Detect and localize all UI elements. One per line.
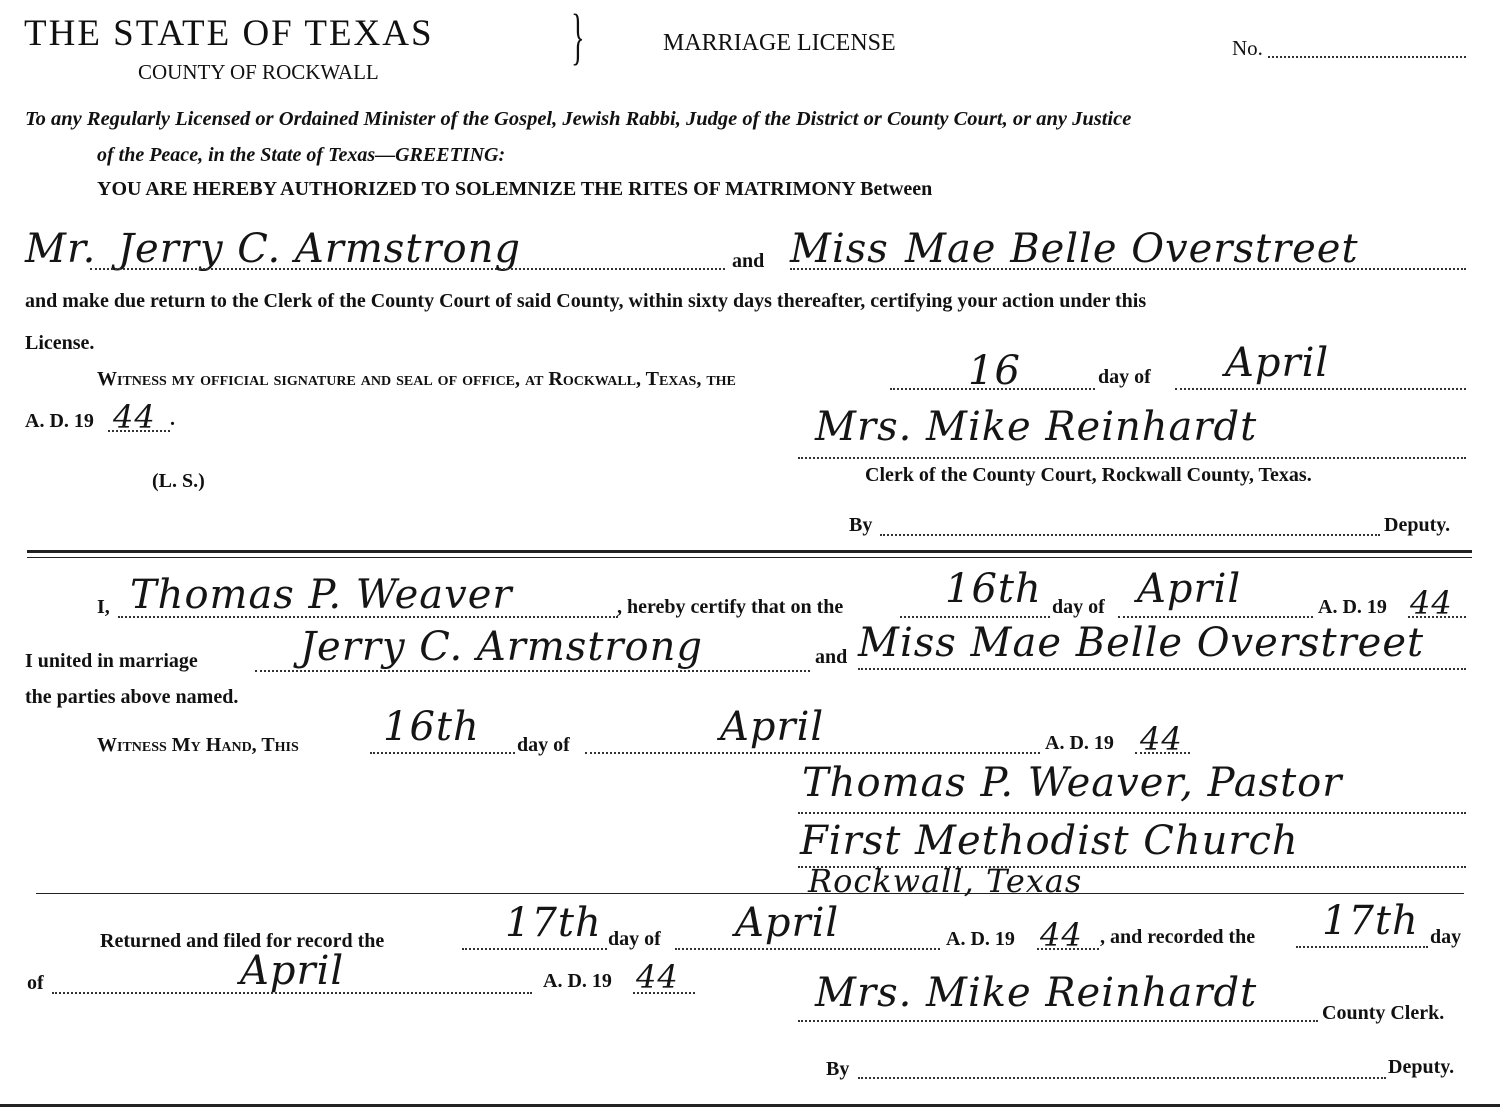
married-groom: Jerry C. Armstrong [300, 624, 703, 670]
church-location: Rockwall, Texas [808, 862, 1083, 900]
license-by-label: By [849, 514, 873, 536]
certificate-i: I, [97, 596, 110, 618]
church-name: First Methodist Church [800, 818, 1299, 864]
witness-day-line [370, 752, 515, 754]
return-instruction: and make due return to the Clerk of the County Court of said County, within sixty days thereafter, certifying your action under this [25, 290, 1147, 312]
authorization-statement: YOU ARE HEREBY AUTHORIZED TO SOLEMNIZE THE RITES OF MATRIMONY [97, 178, 856, 200]
filed-ad-label: A. D. 19 [946, 928, 1015, 950]
license-ad-end: . [170, 408, 175, 430]
license-year: 44 [113, 398, 156, 436]
filed-statement: Returned and filed for record the [100, 930, 385, 952]
between-word: Between [860, 178, 933, 200]
filed-year: 44 [1040, 916, 1083, 954]
ceremony-day-line [900, 616, 1050, 618]
recorded-month-line [52, 992, 532, 994]
license-word: License. [25, 332, 95, 354]
recorded-year-line [633, 992, 695, 994]
clerk-title: Clerk of the County Court, Rockwall County, Texas. [865, 464, 1312, 486]
ceremony-year: 44 [1410, 584, 1453, 622]
license-year-line [108, 430, 170, 432]
witness-statement: Witness my official signature and seal of office, at Rockwall, Texas, the [97, 368, 736, 390]
recorded-year: 44 [636, 958, 679, 996]
state-heading: THE STATE OF TEXAS [24, 13, 434, 54]
witness-month-line [585, 752, 1040, 754]
county-heading: COUNTY OF ROCKWALL [138, 60, 379, 84]
witness-day: 16th [383, 704, 480, 750]
bottom-border [0, 1104, 1500, 1107]
witness-ad-label: A. D. 19 [1045, 732, 1114, 754]
recorded-day: 17th [1322, 898, 1419, 944]
recorded-ad-label: A. D. 19 [543, 970, 612, 992]
witness-month: April [720, 704, 825, 750]
recorded-month: April [240, 948, 345, 994]
bride-name: Mae Belle Overstreet [905, 226, 1359, 272]
ceremony-ad-label: A. D. 19 [1318, 596, 1387, 618]
salutation-line-1: To any Regularly Licensed or Ordained Minister of the Gospel, Jewish Rabbi, Judge of the District or County Court, or any Justice [25, 108, 1132, 130]
united-statement: I united in marriage [25, 650, 198, 672]
return-deputy-line [858, 1077, 1386, 1079]
witness-hand-statement: Witness My Hand, This [97, 734, 299, 756]
salutation-line-2: of the Peace, in the State of Texas—GREETING: [97, 144, 506, 166]
groom-prefix: Mr. [25, 226, 97, 272]
recorded-day-word: day [1430, 926, 1462, 948]
filed-day: 17th [505, 900, 602, 946]
license-deputy-line [880, 534, 1380, 536]
married-groom-line [255, 670, 810, 672]
officiant-signature: Thomas P. Weaver, Pastor [802, 760, 1343, 806]
header-brace: } [571, 3, 585, 71]
license-deputy-label: Deputy. [1384, 514, 1451, 536]
recorded-statement: , and recorded the [1100, 926, 1256, 948]
and-word: and [732, 250, 765, 272]
return-by-label: By [826, 1058, 850, 1080]
officiant-signature-line [798, 812, 1466, 814]
section-divider-1b [27, 557, 1472, 558]
parties-statement: the parties above named. [25, 686, 239, 708]
ceremony-year-line [1408, 616, 1466, 618]
license-day: 16 [968, 348, 1021, 394]
filed-day-line [462, 948, 607, 950]
filed-month: April [735, 900, 840, 946]
license-ad-label: A. D. 19 [25, 410, 94, 432]
officiant-name-line [118, 616, 618, 618]
clerk-signature: Mrs. Mike Reinhardt [815, 404, 1258, 450]
document-title: MARRIAGE LICENSE [663, 30, 896, 56]
section-divider-2 [36, 893, 1464, 894]
certify-statement: , hereby certify that on the [617, 596, 844, 618]
witness-year: 44 [1140, 720, 1183, 758]
clerk-signature-line [798, 457, 1466, 459]
married-and: and [815, 646, 848, 668]
recorded-of-word: of [27, 972, 44, 994]
officiant-name: Thomas P. Weaver [130, 572, 513, 618]
recorded-day-line [1296, 946, 1428, 948]
ceremony-month-line [1118, 616, 1313, 618]
groom-name-line [90, 268, 725, 270]
return-deputy-label: Deputy. [1388, 1056, 1455, 1078]
county-clerk-signature: Mrs. Mike Reinhardt [815, 970, 1258, 1016]
ceremony-month: April [1137, 566, 1242, 612]
filed-year-line [1037, 948, 1099, 950]
seal-placeholder: (L. S.) [152, 470, 205, 492]
county-clerk-signature-line [798, 1020, 1318, 1022]
license-number-field [1268, 56, 1466, 58]
groom-name: Jerry C. Armstrong [118, 226, 521, 272]
filed-day-of: day of [608, 928, 661, 950]
license-month-line [1175, 388, 1466, 390]
authorization-text [97, 178, 932, 201]
section-divider-1 [27, 550, 1472, 553]
bride-name-line [790, 268, 1466, 270]
license-month: April [1225, 340, 1330, 386]
married-bride-line [858, 668, 1466, 670]
license-number-label: No. [1232, 36, 1263, 60]
ceremony-day: 16th [945, 566, 1042, 612]
witness-day-of: day of [517, 734, 570, 756]
license-day-of: day of [1098, 366, 1151, 388]
county-clerk-title: County Clerk. [1322, 1002, 1445, 1024]
license-day-line [890, 388, 1095, 390]
bride-prefix: Miss [790, 226, 889, 272]
witness-year-line [1135, 752, 1190, 754]
ceremony-day-of: day of [1052, 596, 1105, 618]
filed-month-line [675, 948, 940, 950]
married-bride: Miss Mae Belle Overstreet [858, 620, 1425, 666]
